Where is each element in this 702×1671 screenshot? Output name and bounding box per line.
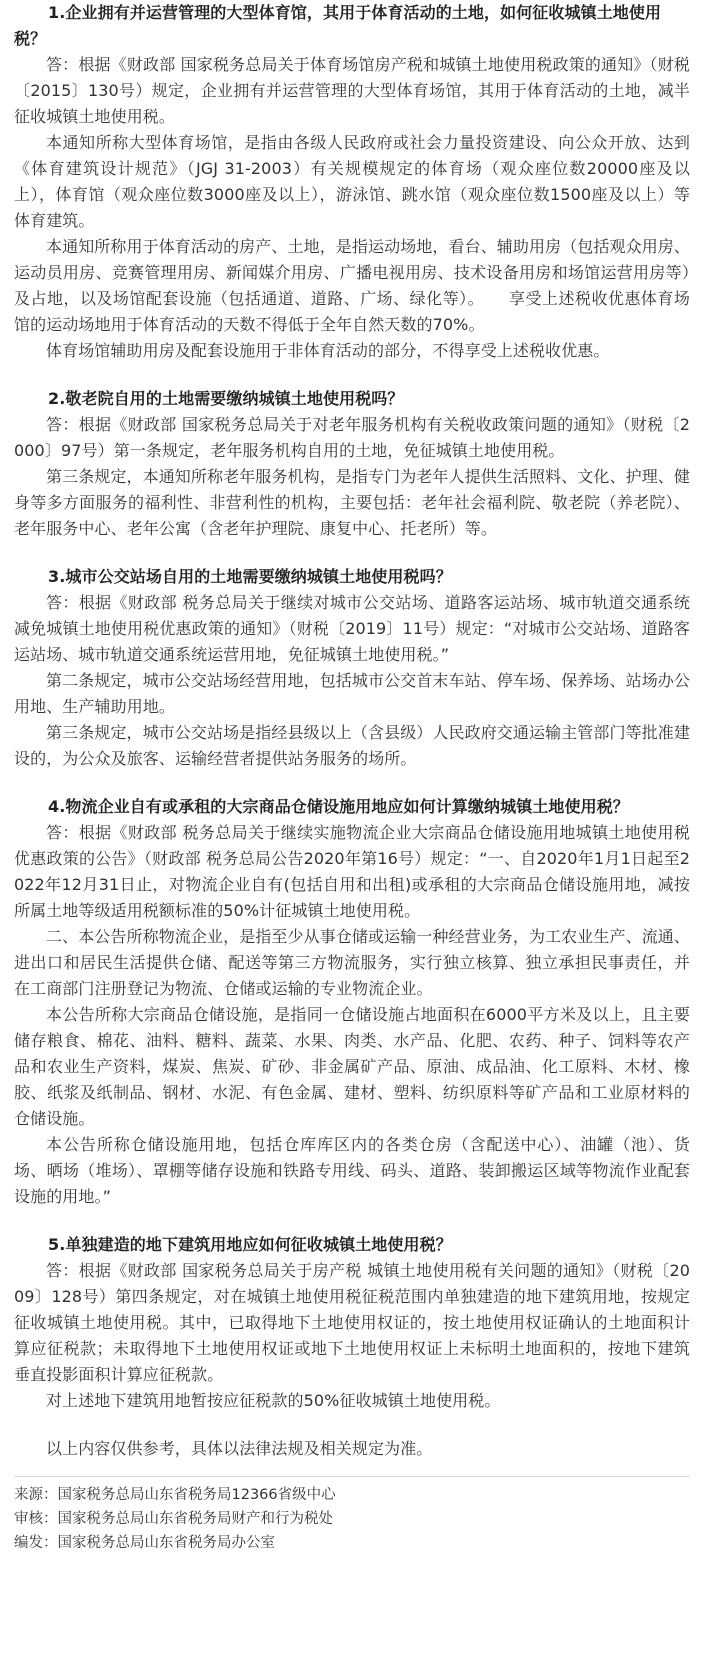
qa-section-1 xyxy=(14,0,690,364)
answer-paragraph: 答：根据《财政部 税务总局关于继续实施物流企业大宗商品仓储设施用地城镇土地使用税优惠政策的公告》（财政部 税务总局公告2020年第16号）规定：“一、自2020年1月1日起至2022年12月31日止，对物流企业自有(包括自用和出租)或承租的大宗商品仓储设施用地，减按所属土地等级适用税额标准的50%计征城镇土地使用税。 xyxy=(14,823,690,920)
answer-paragraph: 答：根据《财政部 国家税务总局关于对老年服务机构有关税收政策问题的通知》（财税〔2000〕97号）第一条规定，老年服务机构自用的土地，免征城镇土地使用税。 xyxy=(14,415,690,460)
answer-paragraph: 二、本公告所称物流企业，是指至少从事仓储或运输一种经营业务，为工农业生产、流通、进出口和居民生活提供仓储、配送等第三方物流服务，实行独立核算、独立承担民事责任，并在工商部门注册登记为物流、仓储或运输的专业物流企业。 xyxy=(14,927,691,998)
section-gap xyxy=(14,1210,690,1232)
article-footer xyxy=(14,1483,690,1555)
answer-paragraph: 第二条规定，城市公交站场经营用地，包括城市公交首末车站、停车场、保养场、站场办公用地、生产辅助用地。 xyxy=(14,671,691,716)
answer-paragraph: 对上述地下建筑用地暂按应征税款的50%征收城镇土地使用税。 xyxy=(46,1391,501,1410)
section-gap xyxy=(14,772,690,794)
qa-section-5 xyxy=(14,1232,690,1414)
section-gap xyxy=(14,1414,690,1436)
disclaimer-note: 以上内容仅供参考，具体以法律法规及相关规定为准。 xyxy=(46,1439,433,1458)
answer-paragraph: 答：根据《财政部 国家税务总局关于房产税 城镇土地使用税有关问题的通知》（财税〔2009〕128号）第四条规定，对在城镇土地使用税征税范围内单独建造的地下建筑用地，按规定征收城镇土地使用税。其中，已取得地下土地使用权证的，按土地使用权证确认的土地面积计算应征税款；未取得地下土地使用权证或地下土地使用权证上未标明土地面积的，按地下建筑垂直投影面积计算应征税款。 xyxy=(14,1261,690,1384)
answer-paragraph: 体育场馆辅助用房及配套设施用于非体育活动的部分，不得享受上述税收优惠。 xyxy=(46,341,610,360)
answer-paragraph: 本通知所称大型体育场馆，是指由各级人民政府或社会力量投资建设、向公众开放、达到《体育建筑设计规范》（JGJ 31-2003）有关规模规定的体育场（观众座位数20000座及以上），体育馆（观众座位数3000座及以上），游泳馆、跳水馆（观众座位数1500座及以上）等体育建筑。 xyxy=(14,133,690,230)
footer-review: 审核：国家税务总局山东省税务局财产和行为税处 xyxy=(14,1511,333,1527)
qa-section-2 xyxy=(14,386,690,542)
footer-source: 来源：国家税务总局山东省税务局12366省级中心 xyxy=(14,1487,336,1503)
question-title: 4.物流企业自有或承租的大宗商品仓储设施用地应如何计算缴纳城镇土地使用税？ xyxy=(48,797,629,816)
answer-paragraph: 答：根据《财政部 国家税务总局关于体育场馆房产税和城镇土地使用税政策的通知》（财税〔2015〕130号）规定，企业拥有并运营管理的大型体育场馆，其用于体育活动的土地，减半征收城镇土地使用税。 xyxy=(14,55,690,126)
section-gap xyxy=(14,542,690,564)
answer-paragraph: 本通知所称用于体育活动的房产、土地，是指运动场地，看台、辅助用房（包括观众用房、运动员用房、竞赛管理用房、新闻媒介用房、广播电视用房、技术设备用房和场馆运营用房等）及占地，以及场馆配套设施（包括通道、道路、广场、绿化等）。 享受上述税收优惠体育场馆的运动场地用于体育活动的天数不得低于全年自然天数的70%。 xyxy=(14,237,691,334)
answer-paragraph: 本公告所称大宗商品仓储设施，是指同一仓储设施占地面积在6000平方米及以上，且主要储存粮食、棉花、油料、糖料、蔬菜、水果、肉类、水产品、化肥、农药、种子、饲料等农产品和农业生产资料，煤炭、焦炭、矿砂、非金属矿产品、原油、成品油、化工原料、木材、橡胶、纸浆及纸制品、钢材、水泥、有色金属、建材、塑料、纺织原料等矿产品和工业原材料的仓储设施。 xyxy=(14,1005,690,1128)
footer-divider xyxy=(14,1476,690,1477)
section-gap xyxy=(14,364,690,386)
answer-paragraph: 答：根据《财政部 税务总局关于继续对城市公交站场、道路客运站场、城市轨道交通系统减免城镇土地使用税优惠政策的通知》（财税〔2019〕11号）规定：“对城市公交站场、道路客运站场、城市轨道交通系统运营用地，免征城镇土地使用税。” xyxy=(14,593,690,664)
question-title: 5.单独建造的地下建筑用地应如何征收城镇土地使用税？ xyxy=(48,1235,452,1254)
question-title: 2.敬老院自用的土地需要缴纳城镇土地使用税吗？ xyxy=(48,389,404,408)
footer-editor: 编发：国家税务总局山东省税务局办公室 xyxy=(14,1535,275,1551)
answer-paragraph: 第三条规定，本通知所称老年服务机构，是指专门为老年人提供生活照料、文化、护理、健身等多方面服务的福利性、非营利性的机构，主要包括：老年社会福利院、敬老院（养老院）、老年服务中心、老年公寓（含老年护理院、康复中心、托老所）等。 xyxy=(14,467,691,538)
article-body xyxy=(14,0,690,1462)
question-title: 1.企业拥有并运营管理的大型体育馆，其用于体育活动的土地，如何征收城镇土地使用税？ xyxy=(14,3,662,48)
question-title: 3.城市公交站场自用的土地需要缴纳城镇土地使用税吗？ xyxy=(48,567,452,586)
qa-section-3 xyxy=(14,564,690,772)
answer-paragraph: 第三条规定，城市公交站场是指经县级以上（含县级）人民政府交通运输主管部门等批准建设的，为公众及旅客、运输经营者提供站务服务的场所。 xyxy=(14,723,691,768)
qa-section-4 xyxy=(14,794,690,1210)
answer-paragraph: 本公告所称仓储设施用地，包括仓库库区内的各类仓房（含配送中心）、油罐（池）、货场、晒场（堆场）、罩棚等储存设施和铁路专用线、码头、道路、装卸搬运区域等物流作业配套设施的用地。” xyxy=(14,1135,690,1206)
